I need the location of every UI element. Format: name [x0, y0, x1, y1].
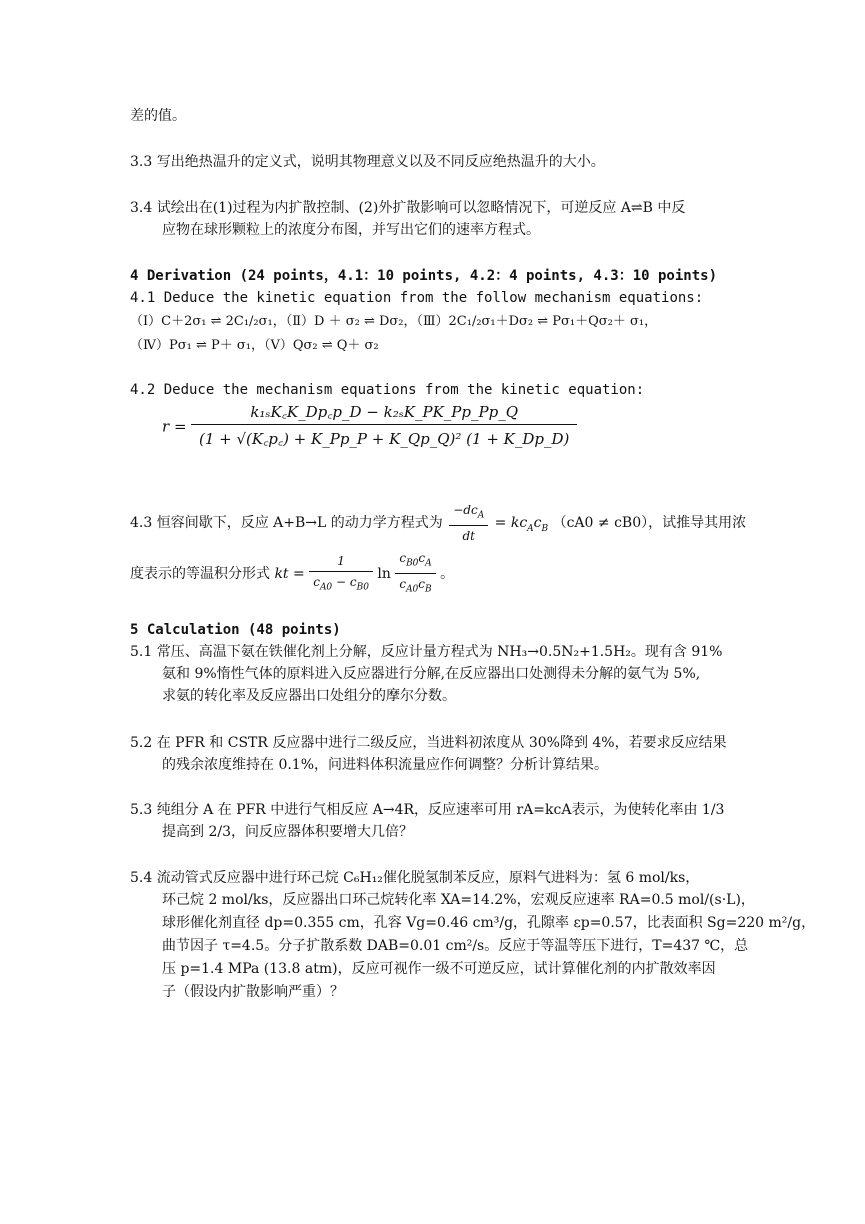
text-line: 差的值。	[130, 108, 186, 124]
q43-text: 4.3 恒容间歇下，反应 A+B→L 的动力学方程式为	[130, 515, 443, 532]
question-5-3: 5.3 纯组分 A 在 PFR 中进行气相反应 A→4R，反应速率可用 rA=kcA表示，为使转化率由 1/3	[130, 802, 725, 818]
question-5-4-cont-4: 压 p=1.4 MPa (13.8 atm)，反应可视作一级不可逆反应，试计算催化剂的内扩散效率因	[162, 961, 716, 977]
question-4-3-cont	[130, 548, 454, 600]
int-fraction-1	[309, 551, 373, 597]
question-5-1-cont-1: 氨和 9%惰性气体的原料进入反应器进行分解,在反应器出口处测得未分解的氨气为 5%,	[162, 666, 701, 682]
eq-fraction	[191, 400, 577, 453]
question-5-4-cont-5: 子（假设内扩散影响严重）？	[162, 984, 344, 1000]
question-4-2: 4.2 Deduce the mechanism equations from the kinetic equation:	[130, 382, 645, 398]
q43-cond: （cA0 ≠ cB0），试推导其用浓	[552, 515, 747, 532]
question-5-2: 5.2 在 PFR 和 CSTR 反应器中进行二级反应，当进料初浓度从 30%降到 4%，若要求反应结果	[130, 735, 727, 751]
kinetic-equation	[162, 400, 577, 453]
question-5-4-cont-3: 曲节因子 τ=4.5。分子扩散系数 DAB=0.01 cm²/s。反应于等温等压下进行，T=437 ℃，总	[162, 938, 749, 954]
eq-lhs: r =	[162, 417, 187, 436]
section-4-heading: 4 Derivation (24 points，4.1：10 points, 4.2：4 points, 4.3：10 points)	[130, 268, 718, 284]
question-3-3: 3.3 写出绝热温升的定义式，说明其物理意义以及不同反应绝热温升的大小。	[130, 154, 605, 170]
int-ln: ln	[377, 565, 391, 582]
int-num-2: $c_{B0}c_A$	[395, 548, 435, 574]
question-5-2-cont: 的残余浓度维持在 0.1%，问进料体积流量应作何调整？分析计算结果。	[162, 757, 609, 773]
eq-denominator: (1 + √(K꜀p꜀) + K_Pp_P + K_Qp_Q)² (1 + K_Dp_D)	[198, 430, 570, 448]
int-num-1: 1	[309, 551, 373, 572]
int-den-2: $c_{A0}c_B$	[399, 577, 432, 595]
int-lhs: kt =	[274, 565, 305, 582]
section-5-heading: 5 Calculation (48 points)	[130, 622, 341, 638]
question-5-1-cont-2: 求氨的转化率及反应器出口处组分的摩尔分数。	[162, 688, 456, 704]
int-period: 。	[440, 565, 455, 582]
int-den-1: $c_{A0} - c_{B0}$	[313, 574, 369, 593]
mechanism-line-2: （Ⅳ）Pσ₁ ⇌ P＋ σ₁，（Ⅴ）Qσ₂ ⇌ Q＋ σ₂	[130, 338, 379, 353]
mechanism-line-1: （Ⅰ）C＋2σ₁ ⇌ 2C₁/₂σ₁，（Ⅱ）D ＋ σ₂ ⇌ Dσ₂，（Ⅲ）2C₁/₂σ₁＋Dσ₂ ⇌ Pσ₁＋Qσ₂＋ σ₁，	[130, 314, 658, 329]
question-3-4-cont: 应物在球形颗粒上的浓度分布图，并写出它们的速率方程式。	[162, 222, 540, 238]
rate-den: dt	[462, 529, 475, 544]
question-5-3-cont: 提高到 2/3，问反应器体积要增大几倍？	[162, 824, 413, 840]
int-fraction-2	[395, 548, 435, 600]
q43-text-2: 度表示的等温积分形式	[130, 565, 270, 582]
eq-numerator: k₁ₛK꜀K_Dp꜀p_D − k₂ₛK_PK_Pp_Pp_Q	[191, 400, 577, 425]
question-3-4: 3.4 试绘出在(1)过程为内扩散控制、(2)外扩散影响可以忽略情况下，可逆反应 A⇌B 中反	[130, 200, 686, 216]
question-5-4-cont-2: 球形催化剂直径 dp=0.355 cm，孔容 Vg=0.46 cm³/g，孔隙率 εp=0.57，比表面积 Sg=220 m²/g，	[162, 915, 816, 931]
question-5-4: 5.4 流动管式反应器中进行环己烷 C₆H₁₂催化脱氢制苯反应，原料气进料为：氢 6 mol/ks，	[130, 870, 700, 886]
rate-rhs: = $kc_Ac_B$	[494, 515, 549, 534]
rate-num: $-dc_A$	[449, 500, 488, 526]
question-4-3	[130, 500, 746, 546]
question-4-1: 4.1 Deduce the kinetic equation from the follow mechanism equations:	[130, 290, 704, 306]
rate-fraction	[449, 500, 488, 546]
question-5-4-cont-1: 环己烷 2 mol/ks，反应器出口环己烷转化率 XA=14.2%，宏观反应速率 RA=0.5 mol/(s·L)，	[162, 892, 755, 908]
question-5-1: 5.1 常压、高温下氨在铁催化剂上分解，反应计量方程式为 NH₃→0.5N₂+1.5H₂。现有含 91%	[130, 644, 723, 660]
